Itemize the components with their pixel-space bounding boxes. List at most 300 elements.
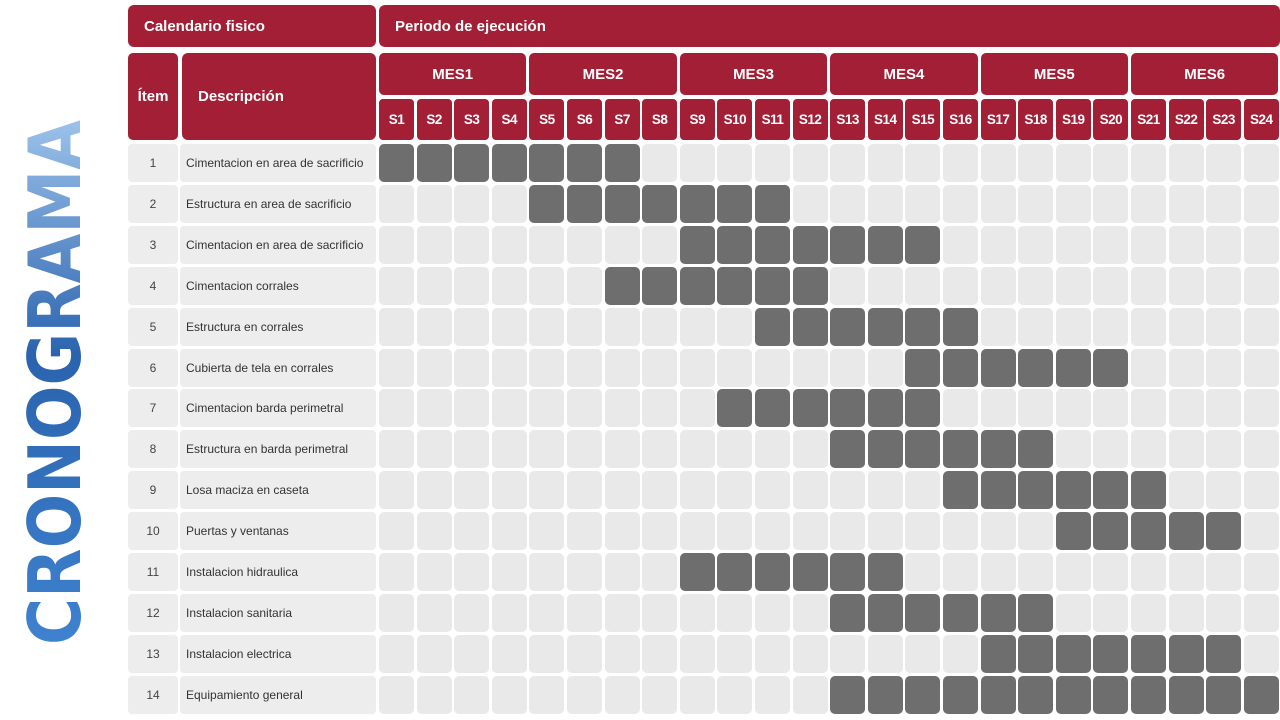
week-header: S12 bbox=[793, 99, 828, 140]
gantt-empty-cell bbox=[642, 635, 677, 673]
gantt-empty-cell bbox=[417, 349, 452, 387]
gantt-bar-cell bbox=[793, 267, 828, 305]
gantt-empty-cell bbox=[1056, 267, 1091, 305]
gantt-bar-cell bbox=[417, 144, 452, 182]
gantt-empty-cell bbox=[379, 512, 414, 550]
gantt-empty-cell bbox=[529, 553, 564, 591]
gantt-empty-cell bbox=[830, 471, 865, 509]
gantt-empty-cell bbox=[379, 308, 414, 346]
gantt-bar-cell bbox=[1093, 512, 1128, 550]
gantt-bar-cell bbox=[1169, 512, 1204, 550]
gantt-empty-cell bbox=[830, 185, 865, 223]
gantt-empty-cell bbox=[567, 512, 602, 550]
gantt-empty-cell bbox=[793, 349, 828, 387]
gantt-bar-cell bbox=[830, 389, 865, 427]
item-number: 3 bbox=[128, 226, 178, 264]
gantt-empty-cell bbox=[830, 144, 865, 182]
gantt-bar-cell bbox=[793, 553, 828, 591]
gantt-empty-cell bbox=[680, 512, 715, 550]
gantt-empty-cell bbox=[943, 512, 978, 550]
gantt-empty-cell bbox=[1169, 389, 1204, 427]
gantt-empty-cell bbox=[379, 553, 414, 591]
week-header: S6 bbox=[567, 99, 602, 140]
week-header: S11 bbox=[755, 99, 790, 140]
gantt-empty-cell bbox=[1169, 144, 1204, 182]
gantt-empty-cell bbox=[1056, 308, 1091, 346]
gantt-empty-cell bbox=[717, 349, 752, 387]
gantt-empty-cell bbox=[492, 594, 527, 632]
gantt-empty-cell bbox=[567, 267, 602, 305]
gantt-empty-cell bbox=[529, 512, 564, 550]
gantt-empty-cell bbox=[417, 389, 452, 427]
gantt-empty-cell bbox=[379, 471, 414, 509]
gantt-bar-cell bbox=[905, 308, 940, 346]
gantt-bar-cell bbox=[830, 226, 865, 264]
gantt-bar-cell bbox=[755, 267, 790, 305]
gantt-bar-cell bbox=[905, 676, 940, 714]
gantt-empty-cell bbox=[1244, 185, 1279, 223]
gantt-empty-cell bbox=[943, 389, 978, 427]
gantt-empty-cell bbox=[868, 635, 903, 673]
gantt-empty-cell bbox=[717, 144, 752, 182]
gantt-empty-cell bbox=[1018, 267, 1053, 305]
gantt-bar-cell bbox=[1056, 471, 1091, 509]
gantt-bar-cell bbox=[529, 185, 564, 223]
gantt-empty-cell bbox=[454, 635, 489, 673]
gantt-empty-cell bbox=[529, 308, 564, 346]
gantt-empty-cell bbox=[605, 430, 640, 468]
gantt-empty-cell bbox=[830, 635, 865, 673]
gantt-empty-cell bbox=[793, 512, 828, 550]
week-header: S24 bbox=[1244, 99, 1279, 140]
gantt-empty-cell bbox=[454, 267, 489, 305]
gantt-empty-cell bbox=[1018, 553, 1053, 591]
gantt-empty-cell bbox=[567, 308, 602, 346]
gantt-bar-cell bbox=[905, 349, 940, 387]
task-description: Cimentacion en area de sacrificio bbox=[180, 144, 376, 182]
gantt-bar-cell bbox=[905, 389, 940, 427]
week-header: S4 bbox=[492, 99, 527, 140]
gantt-bar-cell bbox=[605, 185, 640, 223]
gantt-empty-cell bbox=[1131, 430, 1166, 468]
gantt-empty-cell bbox=[379, 635, 414, 673]
gantt-empty-cell bbox=[1244, 553, 1279, 591]
gantt-bar-cell bbox=[717, 185, 752, 223]
gantt-empty-cell bbox=[1093, 553, 1128, 591]
gantt-empty-cell bbox=[1018, 512, 1053, 550]
gantt-empty-cell bbox=[492, 267, 527, 305]
item-number: 12 bbox=[128, 594, 178, 632]
task-description: Cimentacion en area de sacrificio bbox=[180, 226, 376, 264]
task-description: Estructura en corrales bbox=[180, 308, 376, 346]
gantt-empty-cell bbox=[943, 267, 978, 305]
gantt-empty-cell bbox=[605, 349, 640, 387]
gantt-empty-cell bbox=[417, 185, 452, 223]
gantt-empty-cell bbox=[680, 676, 715, 714]
gantt-bar-cell bbox=[981, 676, 1016, 714]
gantt-empty-cell bbox=[981, 226, 1016, 264]
gantt-empty-cell bbox=[868, 144, 903, 182]
gantt-empty-cell bbox=[1169, 349, 1204, 387]
gantt-empty-cell bbox=[417, 308, 452, 346]
gantt-bar-cell bbox=[1093, 635, 1128, 673]
gantt-empty-cell bbox=[529, 471, 564, 509]
gantt-empty-cell bbox=[1056, 144, 1091, 182]
gantt-empty-cell bbox=[417, 226, 452, 264]
gantt-empty-cell bbox=[1131, 594, 1166, 632]
gantt-empty-cell bbox=[793, 594, 828, 632]
gantt-empty-cell bbox=[454, 553, 489, 591]
gantt-empty-cell bbox=[1169, 471, 1204, 509]
gantt-empty-cell bbox=[567, 226, 602, 264]
gantt-bar-cell bbox=[1056, 349, 1091, 387]
gantt-bar-cell bbox=[1093, 471, 1128, 509]
gantt-empty-cell bbox=[492, 226, 527, 264]
gantt-bar-cell bbox=[943, 308, 978, 346]
gantt-empty-cell bbox=[605, 512, 640, 550]
task-description: Instalacion electrica bbox=[180, 635, 376, 673]
gantt-empty-cell bbox=[605, 635, 640, 673]
gantt-empty-cell bbox=[1018, 389, 1053, 427]
gantt-empty-cell bbox=[567, 349, 602, 387]
gantt-bar-cell bbox=[1244, 676, 1279, 714]
gantt-bar-cell bbox=[717, 267, 752, 305]
gantt-bar-cell bbox=[943, 676, 978, 714]
gantt-empty-cell bbox=[755, 635, 790, 673]
gantt-empty-cell bbox=[1131, 308, 1166, 346]
gantt-empty-cell bbox=[1169, 308, 1204, 346]
gantt-empty-cell bbox=[492, 512, 527, 550]
gantt-empty-cell bbox=[642, 471, 677, 509]
gantt-empty-cell bbox=[454, 594, 489, 632]
gantt-bar-cell bbox=[981, 635, 1016, 673]
gantt-empty-cell bbox=[605, 553, 640, 591]
gantt-empty-cell bbox=[1206, 349, 1241, 387]
calendar-header: Calendario fisico bbox=[128, 5, 376, 47]
gantt-bar-cell bbox=[755, 553, 790, 591]
gantt-bar-cell bbox=[1018, 676, 1053, 714]
week-header: S8 bbox=[642, 99, 677, 140]
month-header: MES2 bbox=[529, 53, 676, 95]
item-number: 7 bbox=[128, 389, 178, 427]
gantt-empty-cell bbox=[793, 471, 828, 509]
gantt-empty-cell bbox=[605, 308, 640, 346]
gantt-bar-cell bbox=[680, 267, 715, 305]
gantt-empty-cell bbox=[605, 471, 640, 509]
gantt-empty-cell bbox=[1206, 267, 1241, 305]
period-header: Periodo de ejecución bbox=[379, 5, 1280, 47]
gantt-bar-cell bbox=[1018, 471, 1053, 509]
gantt-empty-cell bbox=[492, 635, 527, 673]
gantt-empty-cell bbox=[417, 553, 452, 591]
gantt-empty-cell bbox=[905, 267, 940, 305]
gantt-empty-cell bbox=[567, 471, 602, 509]
gantt-empty-cell bbox=[417, 676, 452, 714]
gantt-bar-cell bbox=[943, 430, 978, 468]
gantt-empty-cell bbox=[717, 594, 752, 632]
gantt-empty-cell bbox=[680, 430, 715, 468]
gantt-empty-cell bbox=[1056, 430, 1091, 468]
gantt-bar-cell bbox=[1206, 635, 1241, 673]
gantt-empty-cell bbox=[793, 430, 828, 468]
gantt-empty-cell bbox=[680, 144, 715, 182]
gantt-empty-cell bbox=[1206, 553, 1241, 591]
task-description: Estructura en barda perimetral bbox=[180, 430, 376, 468]
gantt-empty-cell bbox=[717, 512, 752, 550]
task-description: Cimentacion barda perimetral bbox=[180, 389, 376, 427]
gantt-bar-cell bbox=[981, 594, 1016, 632]
gantt-empty-cell bbox=[1056, 185, 1091, 223]
week-header: S17 bbox=[981, 99, 1016, 140]
gantt-bar-cell bbox=[567, 185, 602, 223]
week-header: S13 bbox=[830, 99, 865, 140]
gantt-empty-cell bbox=[379, 185, 414, 223]
gantt-empty-cell bbox=[943, 226, 978, 264]
gantt-empty-cell bbox=[529, 226, 564, 264]
gantt-bar-cell bbox=[830, 553, 865, 591]
gantt-bar-cell bbox=[1131, 676, 1166, 714]
gantt-empty-cell bbox=[1093, 267, 1128, 305]
gantt-bar-cell bbox=[605, 267, 640, 305]
gantt-empty-cell bbox=[680, 389, 715, 427]
gantt-bar-cell bbox=[1018, 349, 1053, 387]
week-header: S10 bbox=[717, 99, 752, 140]
gantt-empty-cell bbox=[605, 676, 640, 714]
gantt-bar-cell bbox=[868, 430, 903, 468]
gantt-empty-cell bbox=[379, 430, 414, 468]
week-header: S2 bbox=[417, 99, 452, 140]
gantt-empty-cell bbox=[1244, 226, 1279, 264]
gantt-empty-cell bbox=[1244, 471, 1279, 509]
item-number: 4 bbox=[128, 267, 178, 305]
gantt-empty-cell bbox=[1206, 389, 1241, 427]
gantt-empty-cell bbox=[981, 389, 1016, 427]
gantt-empty-cell bbox=[1169, 430, 1204, 468]
item-number: 13 bbox=[128, 635, 178, 673]
gantt-empty-cell bbox=[1244, 267, 1279, 305]
gantt-empty-cell bbox=[905, 185, 940, 223]
gantt-empty-cell bbox=[905, 512, 940, 550]
gantt-bar-cell bbox=[943, 471, 978, 509]
gantt-bar-cell bbox=[793, 308, 828, 346]
gantt-bar-cell bbox=[1093, 349, 1128, 387]
gantt-empty-cell bbox=[868, 349, 903, 387]
gantt-empty-cell bbox=[755, 430, 790, 468]
gantt-bar-cell bbox=[868, 226, 903, 264]
gantt-empty-cell bbox=[1056, 389, 1091, 427]
gantt-empty-cell bbox=[567, 676, 602, 714]
gantt-empty-cell bbox=[1056, 594, 1091, 632]
week-header: S1 bbox=[379, 99, 414, 140]
gantt-empty-cell bbox=[1169, 226, 1204, 264]
gantt-empty-cell bbox=[1131, 389, 1166, 427]
gantt-empty-cell bbox=[1206, 226, 1241, 264]
gantt-empty-cell bbox=[417, 430, 452, 468]
gantt-empty-cell bbox=[1093, 226, 1128, 264]
gantt-empty-cell bbox=[1018, 185, 1053, 223]
gantt-empty-cell bbox=[1093, 594, 1128, 632]
gantt-bar-cell bbox=[717, 553, 752, 591]
task-description: Losa maciza en caseta bbox=[180, 471, 376, 509]
gantt-empty-cell bbox=[379, 349, 414, 387]
gantt-empty-cell bbox=[680, 349, 715, 387]
gantt-empty-cell bbox=[1018, 144, 1053, 182]
gantt-empty-cell bbox=[755, 144, 790, 182]
gantt-empty-cell bbox=[417, 512, 452, 550]
gantt-bar-cell bbox=[567, 144, 602, 182]
gantt-empty-cell bbox=[1169, 594, 1204, 632]
description-column-header: Descripción bbox=[182, 53, 376, 140]
gantt-empty-cell bbox=[1206, 471, 1241, 509]
gantt-empty-cell bbox=[905, 471, 940, 509]
gantt-empty-cell bbox=[905, 144, 940, 182]
gantt-empty-cell bbox=[1169, 267, 1204, 305]
gantt-empty-cell bbox=[1131, 553, 1166, 591]
gantt-empty-cell bbox=[1244, 349, 1279, 387]
month-header: MES3 bbox=[680, 53, 827, 95]
week-header: S22 bbox=[1169, 99, 1204, 140]
gantt-empty-cell bbox=[1131, 185, 1166, 223]
gantt-empty-cell bbox=[680, 635, 715, 673]
gantt-empty-cell bbox=[454, 226, 489, 264]
gantt-empty-cell bbox=[379, 676, 414, 714]
gantt-empty-cell bbox=[1018, 226, 1053, 264]
task-description: Instalacion sanitaria bbox=[180, 594, 376, 632]
gantt-empty-cell bbox=[492, 389, 527, 427]
gantt-empty-cell bbox=[642, 144, 677, 182]
gantt-bar-cell bbox=[1018, 594, 1053, 632]
gantt-empty-cell bbox=[981, 267, 1016, 305]
gantt-empty-cell bbox=[454, 676, 489, 714]
gantt-empty-cell bbox=[529, 389, 564, 427]
gantt-empty-cell bbox=[717, 308, 752, 346]
gantt-empty-cell bbox=[943, 144, 978, 182]
gantt-empty-cell bbox=[379, 226, 414, 264]
gantt-empty-cell bbox=[379, 267, 414, 305]
month-header: MES5 bbox=[981, 53, 1128, 95]
gantt-empty-cell bbox=[492, 471, 527, 509]
gantt-empty-cell bbox=[793, 144, 828, 182]
task-description: Cimentacion corrales bbox=[180, 267, 376, 305]
gantt-empty-cell bbox=[1206, 430, 1241, 468]
week-header: S7 bbox=[605, 99, 640, 140]
gantt-empty-cell bbox=[605, 389, 640, 427]
gantt-empty-cell bbox=[417, 267, 452, 305]
gantt-empty-cell bbox=[717, 635, 752, 673]
gantt-empty-cell bbox=[492, 308, 527, 346]
cronograma-title-text: CRONOGRAMA bbox=[13, 56, 97, 645]
gantt-bar-cell bbox=[1169, 676, 1204, 714]
gantt-empty-cell bbox=[642, 594, 677, 632]
gantt-empty-cell bbox=[492, 349, 527, 387]
gantt-bar-cell bbox=[943, 349, 978, 387]
gantt-empty-cell bbox=[1206, 185, 1241, 223]
gantt-empty-cell bbox=[642, 226, 677, 264]
item-number: 11 bbox=[128, 553, 178, 591]
gantt-bar-cell bbox=[868, 389, 903, 427]
gantt-bar-cell bbox=[830, 676, 865, 714]
gantt-empty-cell bbox=[642, 676, 677, 714]
gantt-empty-cell bbox=[1131, 267, 1166, 305]
gantt-bar-cell bbox=[379, 144, 414, 182]
gantt-empty-cell bbox=[830, 512, 865, 550]
gantt-empty-cell bbox=[454, 389, 489, 427]
gantt-empty-cell bbox=[492, 430, 527, 468]
gantt-empty-cell bbox=[1206, 308, 1241, 346]
gantt-empty-cell bbox=[529, 267, 564, 305]
gantt-bar-cell bbox=[717, 389, 752, 427]
gantt-empty-cell bbox=[567, 594, 602, 632]
gantt-empty-cell bbox=[1244, 594, 1279, 632]
gantt-bar-cell bbox=[830, 430, 865, 468]
gantt-bar-cell bbox=[492, 144, 527, 182]
gantt-bar-cell bbox=[642, 185, 677, 223]
month-header: MES6 bbox=[1131, 53, 1278, 95]
gantt-empty-cell bbox=[868, 185, 903, 223]
gantt-bar-cell bbox=[755, 185, 790, 223]
gantt-empty-cell bbox=[793, 635, 828, 673]
week-header: S14 bbox=[868, 99, 903, 140]
gantt-empty-cell bbox=[755, 349, 790, 387]
gantt-bar-cell bbox=[830, 594, 865, 632]
gantt-empty-cell bbox=[567, 635, 602, 673]
gantt-empty-cell bbox=[1093, 144, 1128, 182]
month-header: MES4 bbox=[830, 53, 977, 95]
month-header: MES1 bbox=[379, 53, 526, 95]
gantt-empty-cell bbox=[1206, 594, 1241, 632]
gantt-bar-cell bbox=[1206, 676, 1241, 714]
gantt-empty-cell bbox=[454, 349, 489, 387]
item-number: 2 bbox=[128, 185, 178, 223]
gantt-empty-cell bbox=[1169, 553, 1204, 591]
week-header: S18 bbox=[1018, 99, 1053, 140]
week-header: S5 bbox=[529, 99, 564, 140]
gantt-empty-cell bbox=[454, 430, 489, 468]
gantt-empty-cell bbox=[1093, 185, 1128, 223]
gantt-bar-cell bbox=[1093, 676, 1128, 714]
item-number: 9 bbox=[128, 471, 178, 509]
week-header: S15 bbox=[905, 99, 940, 140]
gantt-bar-cell bbox=[755, 389, 790, 427]
gantt-empty-cell bbox=[642, 430, 677, 468]
gantt-bar-cell bbox=[1018, 430, 1053, 468]
gantt-empty-cell bbox=[905, 635, 940, 673]
gantt-empty-cell bbox=[717, 430, 752, 468]
gantt-empty-cell bbox=[1093, 430, 1128, 468]
gantt-bar-cell bbox=[755, 226, 790, 264]
gantt-empty-cell bbox=[454, 471, 489, 509]
gantt-empty-cell bbox=[492, 553, 527, 591]
gantt-bar-cell bbox=[529, 144, 564, 182]
gantt-bar-cell bbox=[717, 226, 752, 264]
task-description: Estructura en area de sacrificio bbox=[180, 185, 376, 223]
gantt-empty-cell bbox=[379, 389, 414, 427]
gantt-bar-cell bbox=[454, 144, 489, 182]
gantt-empty-cell bbox=[680, 471, 715, 509]
gantt-empty-cell bbox=[605, 594, 640, 632]
gantt-bar-cell bbox=[830, 308, 865, 346]
gantt-empty-cell bbox=[717, 471, 752, 509]
gantt-empty-cell bbox=[943, 553, 978, 591]
gantt-empty-cell bbox=[454, 512, 489, 550]
gantt-empty-cell bbox=[642, 349, 677, 387]
gantt-bar-cell bbox=[1131, 471, 1166, 509]
gantt-bar-cell bbox=[1056, 676, 1091, 714]
gantt-empty-cell bbox=[1018, 308, 1053, 346]
gantt-empty-cell bbox=[642, 512, 677, 550]
gantt-empty-cell bbox=[943, 635, 978, 673]
gantt-bar-cell bbox=[1131, 512, 1166, 550]
